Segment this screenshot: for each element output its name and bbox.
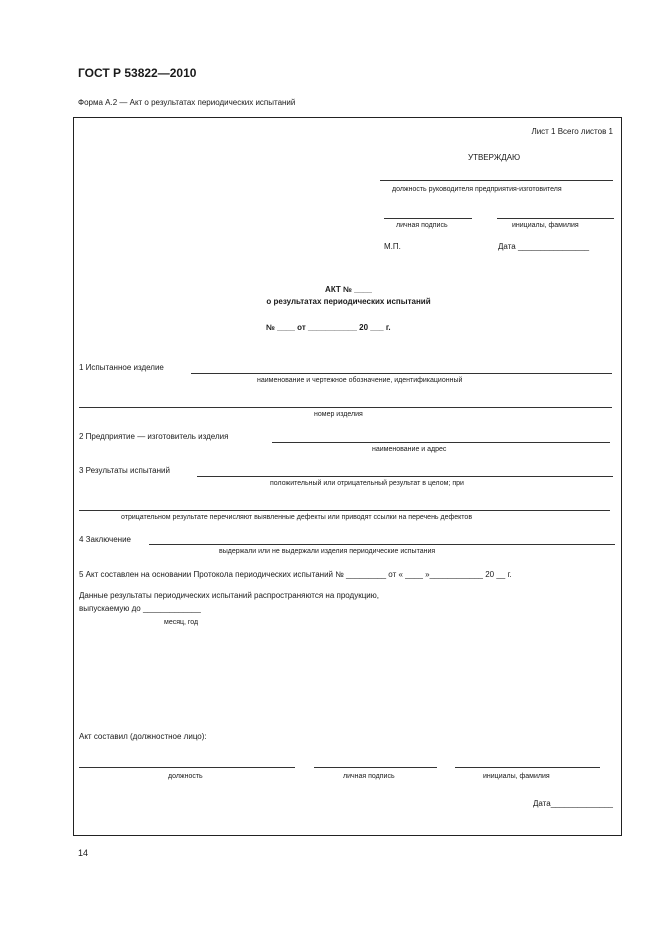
position-caption: должность руководителя предприятия-изготовителя	[392, 186, 562, 193]
item4-label: 4 Заключение	[79, 535, 131, 544]
extension-line1: Данные результаты периодических испытаний распространяются на продукцию,	[79, 591, 379, 600]
initials-caption: инициалы, фамилия	[512, 222, 579, 229]
signature-line[interactable]	[384, 218, 472, 219]
stamp-label: М.П.	[384, 242, 401, 251]
act-subject: о результатах периодических испытаний	[266, 297, 431, 306]
item1-caption: наименование и чертежное обозначение, идентификационный	[257, 377, 463, 384]
compiled-position-line[interactable]	[79, 767, 295, 768]
extension-line2: выпускаемую до _____________	[79, 604, 201, 613]
item4-line[interactable]	[149, 544, 615, 545]
page-number: 14	[78, 848, 89, 858]
position-line[interactable]	[380, 180, 613, 181]
compiled-position-caption: должность	[168, 773, 203, 780]
item3-line2[interactable]	[79, 510, 610, 511]
compiled-label: Акт составил (должностное лицо):	[79, 732, 207, 741]
compiled-signature-line[interactable]	[314, 767, 437, 768]
item2-line[interactable]	[272, 442, 610, 443]
compiled-signature-caption: личная подпись	[343, 773, 395, 780]
sheet-info: Лист 1 Всего листов 1	[531, 127, 613, 136]
item3-label: 3 Результаты испытаний	[79, 466, 170, 475]
standard-code: ГОСТ Р 53822—2010	[78, 66, 197, 80]
item3-line[interactable]	[197, 476, 613, 477]
act-number-line: № ____ от ___________ 20 ___ г.	[266, 323, 391, 332]
signature-caption: личная подпись	[396, 222, 448, 229]
approval-date: Дата ________________	[498, 242, 590, 251]
item5-text: 5 Акт составлен на основании Протокола периодических испытаний № _________ от « ____ »____________ 20 __ г.	[79, 570, 512, 579]
item1-caption2: номер изделия	[314, 411, 363, 418]
item2-caption: наименование и адрес	[372, 446, 447, 453]
item3-caption2: отрицательном результате перечисляют выявленные дефекты или приводят ссылки на перечень дефектов	[121, 514, 473, 521]
compiled-initials-line[interactable]	[455, 767, 600, 768]
item1-label: 1 Испытанное изделие	[79, 363, 164, 372]
item2-label: 2 Предприятие — изготовитель изделия	[79, 432, 229, 441]
item3-caption: положительный или отрицательный результат в целом; при	[270, 480, 464, 487]
form-caption: Форма А.2 — Акт о результатах периодических испытаний	[78, 98, 296, 107]
item4-caption: выдержали или не выдержали изделия периодические испытания	[219, 548, 436, 555]
act-number: АКТ № ____	[325, 285, 372, 294]
approve-label: УТВЕРЖДАЮ	[468, 153, 521, 162]
form-frame	[73, 117, 622, 836]
initials-line[interactable]	[497, 218, 614, 219]
item1-line[interactable]	[191, 373, 612, 374]
compiled-date: Дата______________	[532, 799, 613, 808]
extension-caption: месяц, год	[164, 619, 199, 626]
compiled-initials-caption: инициалы, фамилия	[483, 773, 550, 780]
item1-line2[interactable]	[79, 407, 612, 408]
